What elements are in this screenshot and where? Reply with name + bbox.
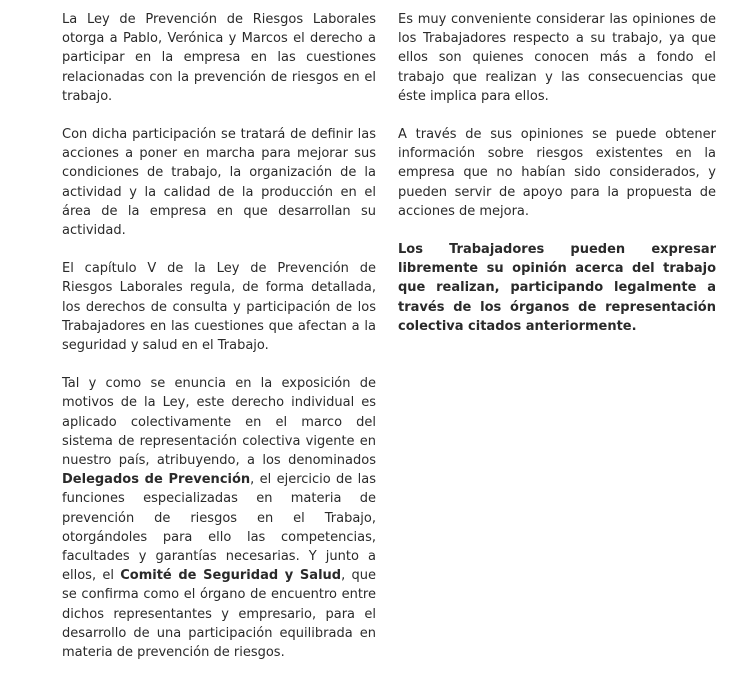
text-segment: , que se confirma como el órgano de encuentro entre dichos representantes y empresario, para el desarrollo de una participación equilibrada en materia de prevención de riesgos. (62, 568, 376, 661)
paragraph-worker-opinions: Es muy conveniente considerar las opiniones de los Trabajadores respecto a su trabajo, ya que ellos son quienes conocen más a fondo el trabajo que realizan y las consecuencias que éste implica para ellos. (398, 12, 716, 104)
right-column (398, 10, 716, 355)
paragraph-participation-goals: Con dicha participación se tratará de definir las acciones a poner en marcha para mejorar sus condiciones de trabajo, la organización de la actividad y la calidad de la producción en el área de la empresa en que desarrollan su actividad. (62, 127, 376, 239)
text-segment: Tal y como se enuncia en la exposición de motivos de la Ley, este derecho individual es aplicado colectivamente en el marco del sistema de representación colectiva vigente en nuestro país, atribuyendo, a los denominados (62, 376, 376, 469)
paragraph-exposition-of-motives (62, 374, 376, 662)
term-comite-seguridad-salud: Comité de Seguridad y Salud (120, 568, 342, 584)
text-segment: , el ejercicio de las funciones especializadas en materia de prevención de riesgos en el Trabajo, otorgándoles para ello las competencias, facultades y garantías necesarias. Y junto a ellos, el (62, 472, 376, 584)
left-column (62, 10, 376, 681)
paragraph-chapter-v: El capítulo V de la Ley de Prevención de Riesgos Laborales regula, de forma detallada, los derechos de consulta y participación de los Trabajadores en las cuestiones que afectan a la seguridad y salud en el Trabajo. (62, 261, 376, 354)
paragraph-risk-information: A través de sus opiniones se puede obtener información sobre riesgos existentes en la empresa que no habían sido considerados, y pueden servir de apoyo para la propuesta de acciones de mejora. (398, 127, 716, 219)
paragraph-free-expression: Los Trabajadores pueden expresar libremente su opinión acerca del trabajo que realizan, participando legalmente a través de los órganos de representación colectiva citados anteriormente. (398, 242, 716, 334)
term-delegados-de-prevencion: Delegados de Prevención (62, 472, 251, 488)
paragraph-law-grants-participation: La Ley de Prevención de Riesgos Laborales otorga a Pablo, Verónica y Marcos el derecho a participar en la empresa en las cuestiones relacionadas con la prevención de riesgos en el trabajo. (62, 12, 376, 104)
